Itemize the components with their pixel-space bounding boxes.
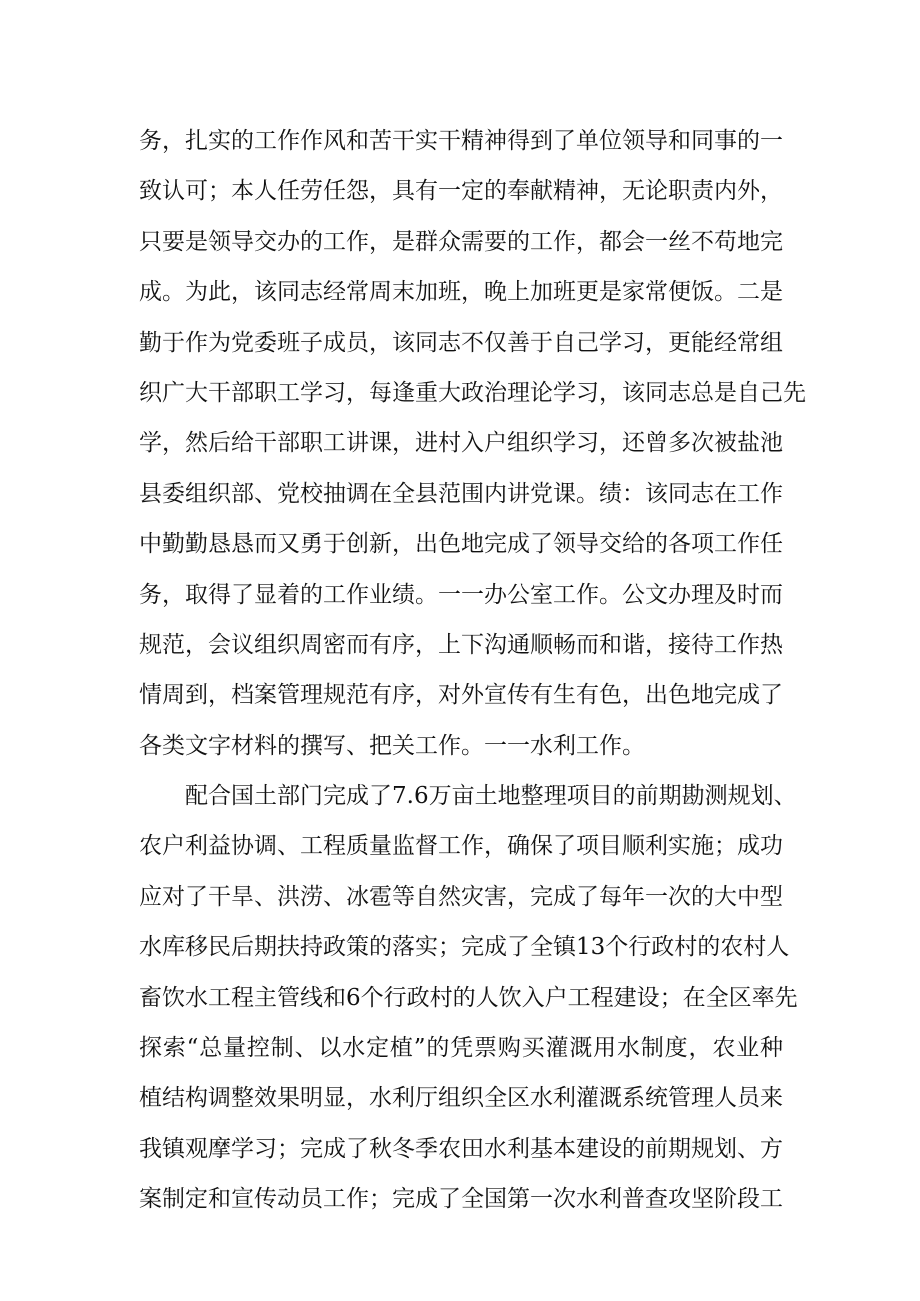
text-line-19: 探索“总量控制、以水定植”的凭票购买灌溉用水制度，农业种: [139, 1035, 783, 1062]
text-line-18: 畜饮水工程主管线和6个行政村的人饮入户工程建设；在全区率先: [139, 984, 798, 1011]
text-line-14: 配合国土部门完成了7.6万亩土地整理项目的前期勘测规划、: [185, 783, 797, 810]
text-line-1: 务，扎实的工作作风和苦干实干精神得到了单位领导和同事的一: [139, 128, 783, 154]
text-line-4: 成。为此，该同志经常周末加班，晚上加班更是家常便饭。二是: [139, 279, 783, 306]
text-line-12: 情周到，档案管理规范有序，对外宣传有生有色，出色地完成了: [139, 682, 783, 709]
text-line-22: 案制定和宣传动员工作；完成了全国第一次水利普查攻坚阶段工: [139, 1186, 783, 1213]
text-line-5: 勤于作为党委班子成员，该同志不仅善于自己学习，更能经常组: [139, 329, 783, 356]
text-line-17: 水库移民后期扶持政策的落实；完成了全镇13个行政村的农村人: [139, 934, 790, 961]
text-line-9: 中勤勤恳恳而又勇于创新，出色地完成了领导交给的各项工作任: [139, 531, 783, 558]
text-line-8: 县委组织部、党校抽调在全县范围内讲党课。绩：该同志在工作: [139, 480, 783, 507]
text-line-7: 学，然后给干部职工讲课，进村入户组织学习，还曾多次被盐池: [139, 430, 783, 457]
text-line-10: 务，取得了显着的工作业绩。一一办公室工作。公文办理及时而: [139, 581, 783, 608]
text-line-6: 织广大干部职工学习，每逢重大政治理论学习，该同志总是自己先: [139, 379, 806, 406]
text-line-20: 植结构调整效果明显，水利厅组织全区水利灌溉系统管理人员来: [139, 1085, 783, 1112]
text-line-2: 致认可；本人任劳任怨，具有一定的奉献精神，无论职责内外，: [139, 178, 783, 205]
text-line-3: 只要是领导交办的工作，是群众需要的工作，都会一丝不苟地完: [139, 228, 783, 255]
text-line-21: 我镇观摩学习；完成了秋冬季农田水利基本建设的前期规划、方: [139, 1135, 783, 1162]
body-text: [139, 116, 806, 1225]
text-line-15: 农户利益协调、工程质量监督工作，确保了项目顺利实施；成功: [139, 833, 783, 860]
text-line-16: 应对了干旱、洪涝、冰雹等自然灾害，完成了每年一次的大中型: [139, 883, 783, 910]
text-line-11: 规范，会议组织周密而有序，上下沟通顺畅而和谐，接待工作热: [139, 631, 783, 658]
text-line-13: 各类文字材料的撰写、把关工作。一一水利工作。: [139, 732, 645, 759]
